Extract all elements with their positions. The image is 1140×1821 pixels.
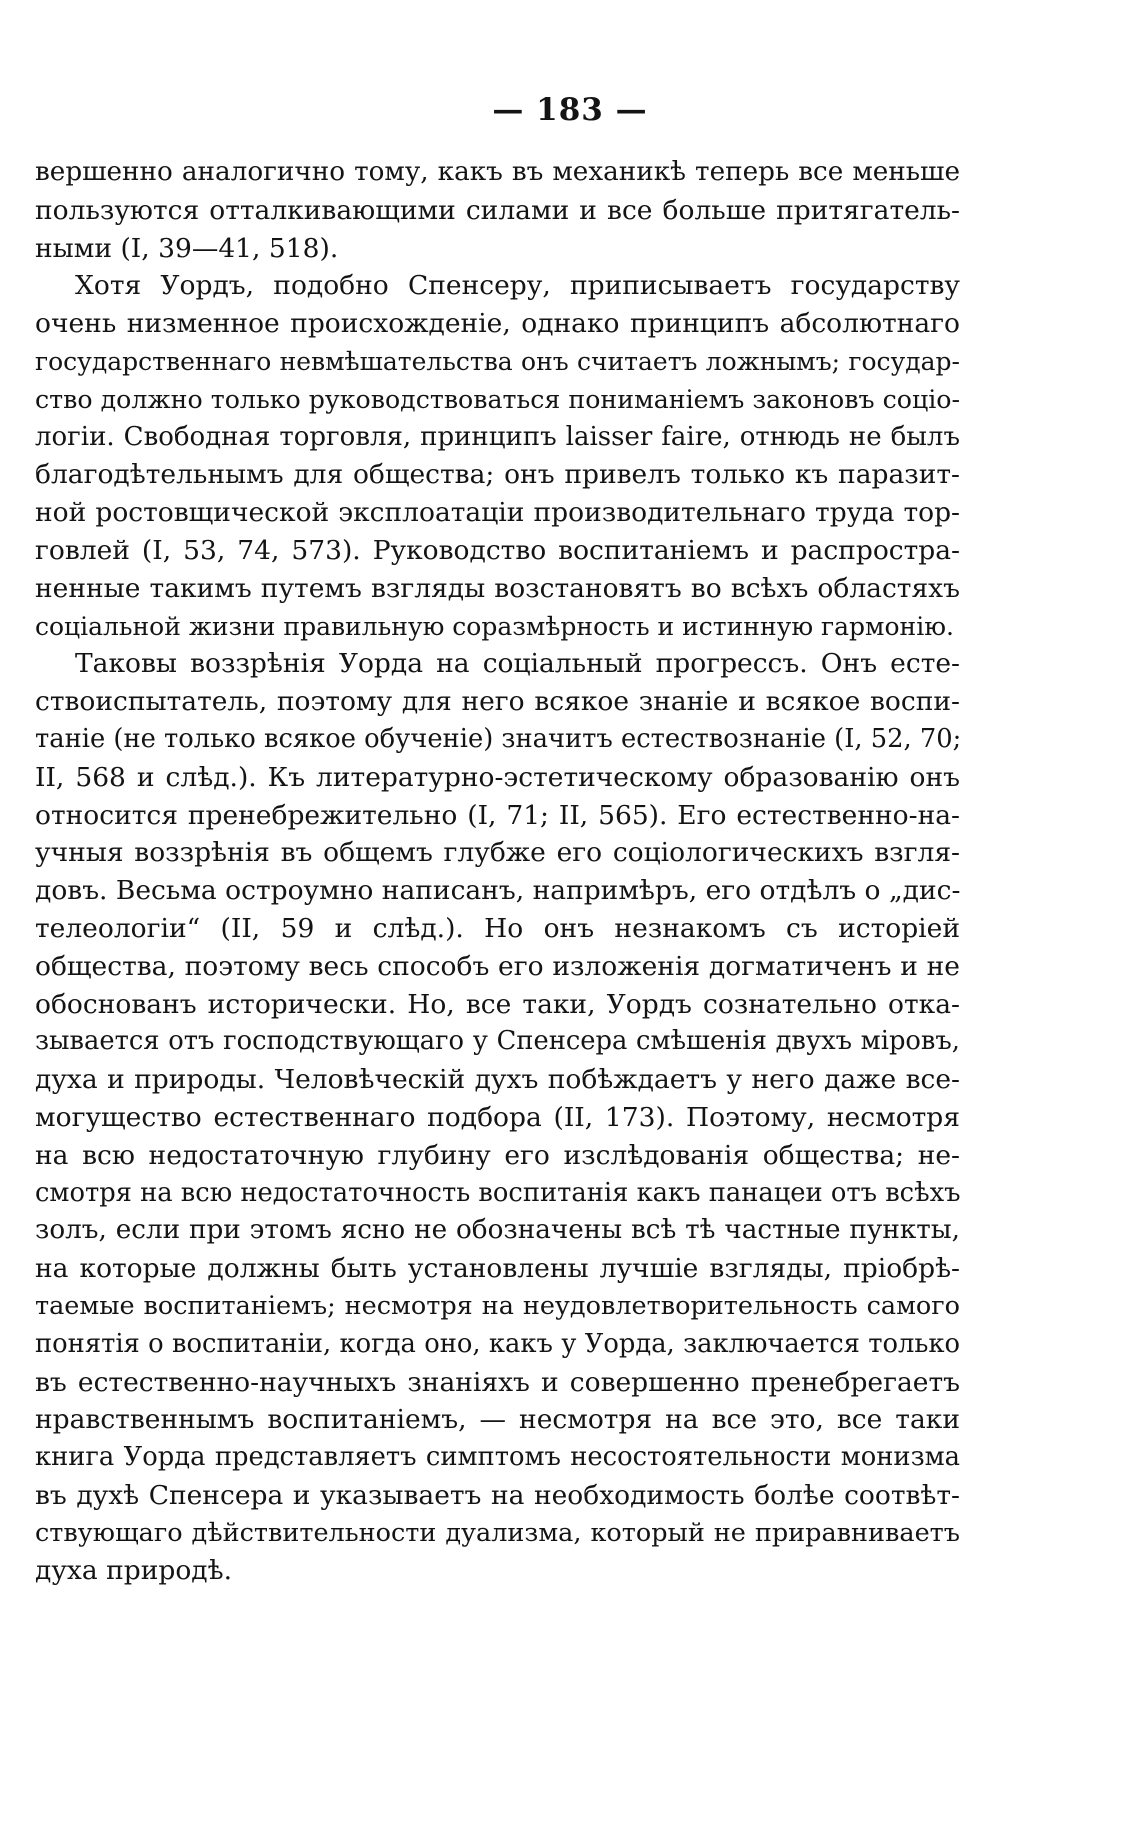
page-number: — 183 — [492,92,648,128]
text-line: въ естественно-научныхъ знаніяхъ и совершенно пренебрегаетъ [35,1366,960,1398]
text-line: логіи. Свободная торговля, принципъ laisser faire, отнюдь не былъ [35,421,960,452]
text-line: ными (I, 39—41, 518). [35,232,339,264]
text-line: телеологіи“ (II, 59 и слѣд.). Но онъ незнакомъ съ исторіей [35,912,960,944]
text-line: ствоиспытатель, поэтому для него всякое знаніе и всякое воспи- [35,686,960,718]
text-line: понятія о воспитаніи, когда оно, какъ у Уорда, заключается только [35,1328,960,1359]
text-line: ной ростовщической эксплоатаціи производительнаго труда тор- [35,497,960,529]
text-line: таемые воспитаніемъ; несмотря на неудовлетворительность самого [35,1290,960,1321]
text-line: могущество естественнаго подбора (II, 173). Поэтому, несмотря [35,1101,960,1133]
text-line: зывается отъ господствующаго у Спенсера смѣшенія двухъ міровъ, [35,1026,960,1057]
text-line: смотря на всю недостаточность воспитанія какъ панацеи отъ всѣхъ [35,1177,961,1208]
text-line: въ духѣ Спенсера и указываетъ на необходимость болѣе соотвѣт- [35,1479,960,1511]
text-line: II, 568 и слѣд.). Къ литературно-эстетическому образованію онъ [35,761,960,793]
text-line: золъ, если при этомъ ясно не обозначены всѣ тѣ частные пункты, [35,1215,960,1246]
text-line: ненные такимъ путемъ взгляды возстановятъ во всѣхъ областяхъ [35,572,960,604]
paragraph [35,645,960,1590]
text-line: таніе (не только всякое обученіе) значитъ естествознаніе (I, 52, 70; [35,723,962,754]
text-line: духа и природы. Человѣческій духъ побѣждаетъ у него даже все- [35,1064,960,1096]
text-line: государственнаго невмѣшательства онъ считаетъ ложнымъ; государ- [35,346,960,376]
text-line: вершенно аналогично тому, какъ въ механикѣ теперь все меньше [35,157,960,187]
paragraph [35,267,960,645]
text-line: духа природѣ. [35,1555,233,1587]
text-line: на которые должны быть установлены лучшіе взгляды, пріобрѣ- [35,1253,960,1285]
text-line: ство должно только руководствоваться пониманіемъ законовъ соціо- [35,384,960,414]
text-line: общества, поэтому весь способъ его изложенія догматиченъ и не [35,950,960,982]
text-line: благодѣтельнымъ для общества; онъ привелъ только къ паразит- [35,459,960,491]
text-line: относится пренебрежительно (I, 71; II, 565). Его естественно-на- [35,799,960,831]
text-line: книга Уорда представляетъ симптомъ несостоятельности монизма [35,1442,960,1473]
text-line: очень низменное происхожденіе, однако принципъ абсолютнаго [35,308,960,340]
text-line: пользуются отталкивающими силами и все больше притягатель- [35,194,960,226]
paragraph [35,154,960,267]
text-line: нравственнымъ воспитаніемъ, — несмотря на все это, все таки [35,1404,960,1436]
text-line: ствующаго дѣйствительности дуализма, который не приравниваетъ [35,1517,960,1548]
text-line: Таковы воззрѣнія Уорда на соціальный прогрессъ. Онъ есте- [75,648,960,680]
body-text [35,154,960,1590]
text-line: говлей (I, 53, 74, 573). Руководство воспитаніемъ и распростра- [35,534,960,566]
text-line: Хотя Уордъ, подобно Спенсеру, приписываетъ государству [75,270,960,302]
text-line: учныя воззрѣнія въ общемъ глубже его соціологическихъ взгля- [35,837,960,869]
text-line: соціальной жизни правильную соразмѣрность и истинную гармонію. [35,611,954,641]
text-line: на всю недостаточную глубину его изслѣдованія общества; не- [35,1139,960,1171]
text-line: довъ. Весьма остроумно написанъ, напримѣръ, его отдѣлъ о „дис- [35,875,961,907]
text-line: обоснованъ исторически. Но, все таки, Уордъ сознательно отка- [35,988,960,1020]
